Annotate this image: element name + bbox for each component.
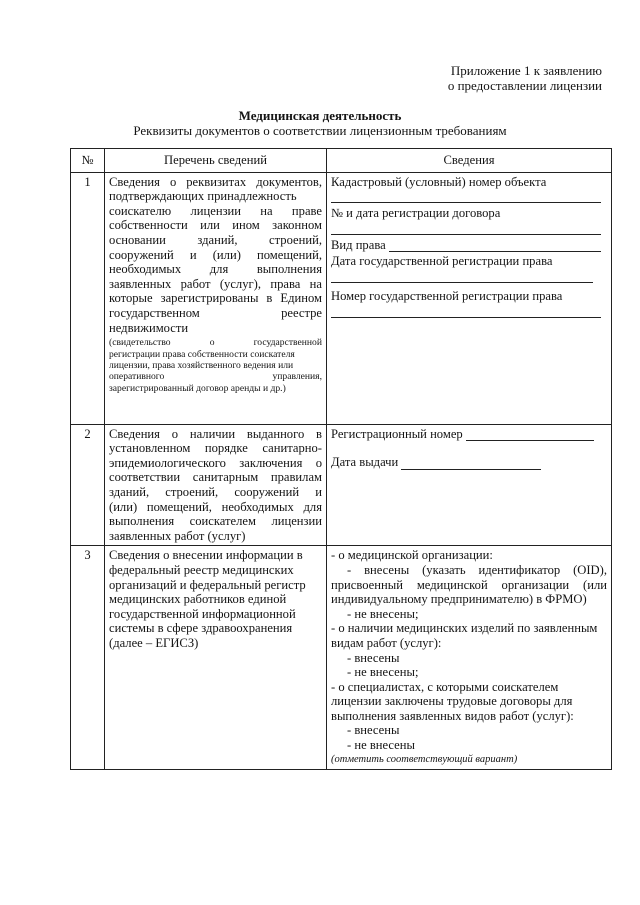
desc-line: установленном порядке санитарно- — [109, 441, 322, 456]
note-line: регистрации права собственности соискателя — [109, 348, 295, 360]
desc-line: подтверждающих принадлежность — [109, 189, 297, 204]
devices-heading: видам работ (услуг): — [331, 635, 442, 650]
row-description — [105, 172, 327, 424]
issue-date-row — [331, 455, 607, 470]
issue-date-label: Дата выдачи — [331, 455, 399, 470]
specialists-not-entered-option[interactable]: - не внесены — [347, 738, 415, 753]
table-row — [71, 424, 612, 546]
contract-label: № и дата регистрации договора — [331, 206, 501, 221]
row-details — [327, 424, 612, 546]
title-block — [0, 108, 640, 138]
header-info: Сведения — [327, 149, 612, 173]
specialists-heading: выполнения заявленных видов работ (услуг): — [331, 708, 574, 723]
header-number: № — [71, 149, 105, 173]
desc-line: необходимых для выполнения — [109, 262, 322, 277]
org-entered-line: индивидуальному предпринимателю) в ФРМО) — [331, 592, 587, 607]
desc-line: заявленных работ (услуг) — [109, 528, 246, 543]
row-details — [327, 546, 612, 770]
contract-field[interactable] — [331, 221, 601, 235]
desc-line: государственном реестре — [109, 305, 322, 320]
issue-date-field[interactable] — [401, 457, 541, 470]
desc-line: выполнения соискателем лицензии — [109, 514, 322, 529]
desc-line: федеральный реестр медицинских — [109, 562, 294, 577]
devices-not-entered-option[interactable]: - не внесены; — [347, 665, 419, 680]
document-title: Медицинская деятельность — [238, 108, 402, 123]
org-not-entered-option[interactable]: - не внесены; — [347, 606, 419, 621]
desc-line: соответствии санитарным правилам — [109, 470, 322, 485]
org-entered-line: - внесены (указать идентификатор (OID), — [347, 562, 607, 577]
desc-line: (или) помещений, необходимых для — [109, 499, 322, 514]
requisites-table — [70, 148, 612, 770]
document-subtitle: Реквизиты документов о соответствии лицензионным требованиям — [133, 123, 507, 138]
desc-line: Сведения о реквизитах документов, — [109, 174, 322, 189]
row-description — [105, 546, 327, 770]
table-row — [71, 546, 612, 770]
desc-line: которые зарегистрированы в Едином — [109, 291, 322, 306]
appendix-line-2: о предоставлении лицензии — [447, 78, 602, 93]
desc-line: собственности или ином законном — [109, 218, 322, 233]
desc-line: основании зданий, строений, — [109, 232, 322, 247]
cadastral-field[interactable] — [331, 189, 601, 203]
appendix-label — [448, 63, 602, 93]
desc-line: соискателю лицензии на праве — [109, 203, 322, 218]
desc-line: медицинских работников единой — [109, 592, 287, 607]
sanitary-reg-number-label: Регистрационный номер — [331, 426, 463, 441]
appendix-line-1: Приложение 1 к заявлению — [450, 63, 602, 78]
org-entered-line: присвоенный медицинской организации (или — [331, 577, 607, 592]
desc-line: зданий, строений, сооружений и — [109, 484, 322, 499]
row-note — [109, 337, 322, 394]
desc-line: эпидемиологического заключения о — [109, 455, 322, 470]
row-number: 2 — [71, 424, 105, 546]
desc-line: Сведения о наличии выданного в — [109, 426, 322, 441]
note-line: (свидетельство о государственной — [109, 337, 322, 349]
right-type-label: Вид права — [331, 237, 386, 252]
choice-note: (отметить соответствующий вариант) — [331, 753, 518, 765]
devices-entered-option[interactable]: - внесены — [347, 650, 400, 665]
right-type-row — [331, 238, 601, 253]
table-header-row — [71, 149, 612, 173]
reg-date-field[interactable] — [331, 269, 593, 283]
sanitary-reg-number-field[interactable] — [466, 428, 594, 441]
desc-line: Сведения о внесении информации в — [109, 548, 303, 563]
note-line: зарегистрированный договор аренды и др.) — [109, 382, 286, 394]
desc-line: сооружений и (или) помещений, — [109, 247, 322, 262]
specialists-entered-option[interactable]: - внесены — [347, 723, 400, 738]
reg-date-label: Дата государственной регистрации права — [331, 254, 553, 269]
desc-line: организаций и федеральный регистр — [109, 577, 306, 592]
desc-line: государственной информационной — [109, 606, 296, 621]
org-heading: - о медицинской организации: — [331, 548, 493, 563]
desc-line: недвижимости — [109, 320, 189, 335]
note-line: лицензии, права хозяйственного ведения или — [109, 359, 294, 371]
specialists-heading: - о специалистах, с которыми соискателем — [331, 679, 559, 694]
right-type-field[interactable] — [389, 239, 601, 252]
desc-line: системы в сфере здравоохранения — [109, 621, 293, 636]
reg-number-field[interactable] — [331, 304, 601, 318]
desc-line: (далее – ЕГИСЗ) — [109, 635, 199, 650]
sanitary-reg-number-row — [331, 427, 607, 442]
reg-number-label: Номер государственной регистрации права — [331, 288, 563, 303]
note-line: оперативного управления, — [109, 371, 322, 383]
desc-line: заявленных работ (услуг), права на — [109, 276, 322, 291]
row-details — [327, 172, 612, 424]
row-description — [105, 424, 327, 546]
table-row — [71, 172, 612, 424]
row-number: 3 — [71, 546, 105, 770]
cadastral-label: Кадастровый (условный) номер объекта — [331, 174, 547, 189]
row-number: 1 — [71, 172, 105, 424]
devices-heading: - о наличии медицинских изделий по заявленным — [331, 621, 598, 636]
header-list: Перечень сведений — [105, 149, 327, 173]
specialists-heading: лицензии заключены трудовые договоры для — [331, 694, 573, 709]
